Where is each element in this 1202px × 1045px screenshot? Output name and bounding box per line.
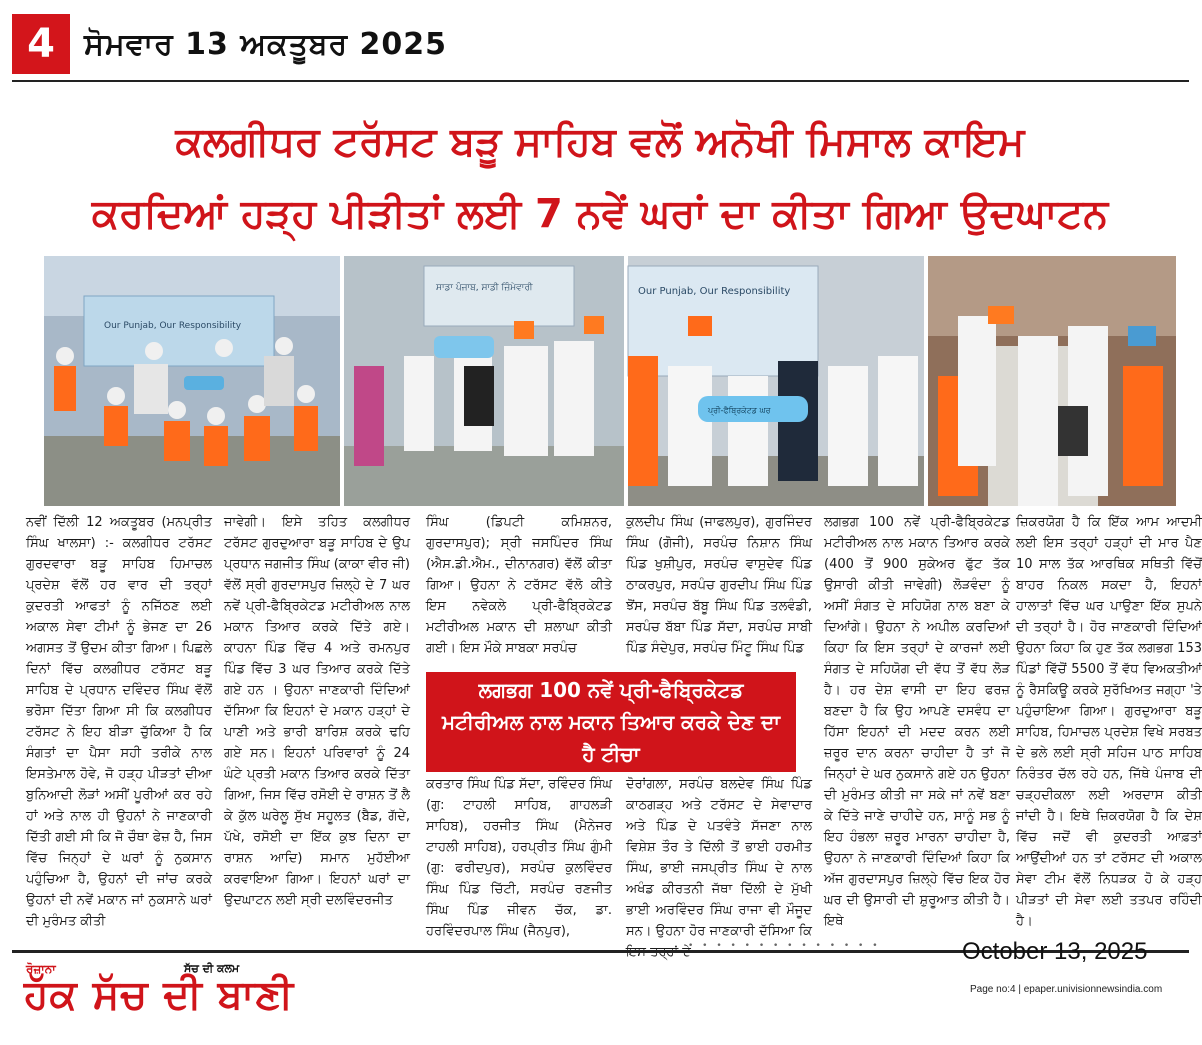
headline-line-2: ਕਰਦਿਆਂ ਹੜ੍ਹ ਪੀੜੀਤਾਂ ਲਈ 7 ਨਵੇਂ ਘਰਾਂ ਦਾ ਕੀਤਾ ਗਿਆ ਉਦਘਾਟਨ: [91, 191, 1109, 237]
photo-house-inauguration: [928, 256, 1176, 506]
photo-4-illustration: [928, 256, 1176, 506]
headline-line-1: ਕਲਗੀਧਰ ਟਰੱਸਟ ਬੜੂ ਸਾਹਿਬ ਵਲੋਂ ਅਨੋਖੀ ਮਿਸਾਲ ਕਾਇਮ: [175, 119, 1025, 165]
photo-1-illustration: [44, 256, 340, 506]
photo-2-illustration: [344, 256, 624, 506]
issue-date: ਸੋਮਵਾਰ 13 ਅਕਤੂਬਰ 2025: [84, 26, 448, 62]
photo-key-handover: [344, 256, 624, 506]
article-column-4-bottom: ਦੋਰਾਂਗਲਾ, ਸਰਪੰਚ ਬਲਦੇਵ ਸਿੰਘ ਪਿੰਡ ਕਾਠਗੜ੍ਹ ਅਤੇ ਟਰੱਸਟ ਦੇ ਸੇਵਾਦਾਰ ਅਤੇ ਪਿੰਡ ਦੇ ਪਤਵੰਤੇ ਸੱਜਣਾ ਨਾਲ ਵਿਸ਼ੇਸ਼ ਤੌਰ ਤੇ ਦਿੱਲੀ ਤੋਂ ਭਾਈ ਹਰਮੀਤ ਸਿੰਘ, ਭਾਈ ਜਸਪ੍ਰੀਤ ਸਿੰਘ ਦੇ ਨਾਲ ਅਖੰਡ ਕੀਰਤਨੀ ਜੱਥਾ ਦਿੱਲੀ ਦੇ ਮੁੱਖੀ ਭਾਈ ਅਰਵਿੰਦਰ ਸਿੰਘ ਰਾਜਾ ਵੀ ਮੌਜੂਦ ਸਨ। ਉਹਨਾ ਹੋਰ ਜਾਣਕਾਰੀ ਦੱਸਿਆ ਕਿ: [626, 777, 812, 939]
photo-group-with-banner: [44, 256, 340, 506]
footer-dots-decoration: • • • • • • • • • • • • • •: [688, 941, 881, 951]
page-header: [12, 12, 1189, 76]
article-column-3-top: ਸਿੰਘ (ਡਿਪਟੀ ਕਮਿਸ਼ਨਰ, ਗੁਰਦਾਸਪੁਰ); ਸ੍ਰੀ ਜਸਪਿੰਦਰ ਸਿੰਘ (ਐਸ.ਡੀ.ਐਮ., ਦੀਨਾਨਗਰ) ਵੱਲੋਂ ਕੀਤਾ ਗਿਆ। ਉਹਨਾ ਨੇ ਟਰੱਸਟ ਵੱਲੋ ਕੀਤੇ ਇਸ ਨਵੇਕਲੇ ਪ੍ਰੀ-ਫੈਬ੍ਰਿਕੇਟਡ ਮਟੀਰੀਅਲ ਮਕਾਨ ਦੀ ਸ਼ਲਾਘਾ ਕੀਤੀ ਗਈ। ਇਸ ਮੌਕੇ ਸਾਬਕਾ ਸਰਪੰਚ: [426, 515, 617, 656]
epaper-page-info: Page no:4 | epaper.univisionnewsindia.com: [970, 984, 1163, 995]
photo-strip: [44, 256, 1176, 506]
newspaper-logo: ਹੱਕ ਸੱਚ ਦੀ ਬਾਣੀ: [24, 972, 295, 1018]
article-column-1: ਨਵੀਂ ਦਿੱਲੀ 12 ਅਕਤੂਬਰ (ਮਨਪ੍ਰੀਤ ਸਿੰਘ ਖਾਲਸਾ) :- ਕਲਗੀਧਰ ਟਰੱਸਟ ਗੁਰਦਵਾਰਾ ਬੜੂ ਸਾਹਿਬ ਹਿਮਾਚਲ ਪ੍ਰਦੇਸ਼ ਵੱਲੋਂ ਹਰ ਵਾਰ ਦੀ ਤਰ੍ਹਾਂ ਕੁਦਰਤੀ ਆਫਤਾਂ ਨੂੰ ਨਜਿੱਠਣ ਲਈ ਅਕਾਲ ਸੇਵਾ ਟੀਮਾਂ ਨੂੰ ਭੇਜਣ ਦਾ 26 ਅਗਸਤ ਤੋਂ ਉਦਮ ਕੀਤਾ ਗਿਆ। ਪਿਛਲੇ ਦਿਨਾਂ ਵਿੱਚ ਕਲਗੀਧਰ ਟਰੱਸਟ ਬੜੂ ਸਾਹਿਬ ਦੇ ਪ੍ਰਧਾਨ ਦਵਿੰਦਰ ਸਿੰਘ ਵੱਲੋਂ ਭਰੋਸਾ ਦਿੱਤਾ ਗਿਆ ਸੀ ਕਿ ਕਲਗੀਧਰ ਟਰੱਸਟ ਨੇ ਇਹ ਬੀੜਾ ਚੁੱਕਿਆ ਹੈ ਕਿ ਸੰਗਤਾਂ ਦਾ ਪੈਸਾ ਸਹੀ ਤਰੀਕੇ ਨਾਲ ਇਸਤੇਮਾਲ ਹੋਵੇ, ਜੋ ਹੜ੍ਹ ਪੀੜਤਾਂ ਦੀਆ ਬੁਨਿਆਦੀ ਲੋੜਾਂ ਅਸੀਂ ਪੂਰੀਆਂ ਕਰ ਰਹੇ ਹਾਂ ਅਤੇ ਨਾਲ ਹੀ ਉਹਨਾਂ ਨੇ ਜਾਣਕਾਰੀ ਦਿੱਤੀ ਗਈ ਸੀ ਕਿ ਜੋ ਚੌਥਾ ਫੇਜ਼ ਹੈ, ਜਿਸ ਵਿੱਚ ਜਿਨ੍ਹਾਂ ਦੇ ਘਰਾਂ ਨੂੰ ਨੁਕਸਾਨ ਪਹੁੰਚਿਆ ਹੈ, ਉਹਨਾਂ ਦੀ ਜਾਂਚ ਕਰਕੇ ਉਹਨਾਂ ਦੀ ਨਵੇਂ ਮਕਾਨ ਜਾਂ ਨੁਕਸਾਨੇ ਘਰਾਂ ਦੀ ਮੁਰੰਮਤ ਕੀਤੀ: [26, 515, 217, 929]
article-column-2: ਜਾਵੇਗੀ। ਇਸੇ ਤਹਿਤ ਕਲਗੀਧਰ ਟਰੱਸਟ ਗੁਰਦੁਆਰਾ ਬੜੂ ਸਾਹਿਬ ਦੇ ਉਪ ਪ੍ਰਧਾਨ ਜਗਜੀਤ ਸਿੰਘ (ਕਾਕਾ ਵੀਰ ਜੀ) ਵੱਲੋਂ ਸ੍ਰੀ ਗੁਰਦਾਸਪੁਰ ਜ਼ਿਲ੍ਹੇ ਦੇ 7 ਘਰ ਨਵੇਂ ਪ੍ਰੀ-ਫੈਬ੍ਰਿਕੇਟਡ ਮਟੀਰੀਅਲ ਨਾਲ ਮਕਾਨ ਤਿਆਰ ਕਰਕੇ ਦਿੱਤੇ ਗਏ। ਕਾਹਨਾ ਪਿੰਡ ਵਿੱਚ 4 ਅਤੇ ਰਮਨਪੁਰ ਪਿੰਡ ਵਿੱਚ 3 ਘਰ ਤਿਆਰ ਕਰਕੇ ਦਿੱਤੇ ਗਏ ਹਨ । ਉਹਨਾ ਜਾਣਕਾਰੀ ਦਿੰਦਿਆਂ ਦੱਸਿਆ ਕਿ ਇਹਨਾਂ ਦੇ ਮਕਾਨ ਹੜ੍ਹਾਂ ਦੇ ਪਾਣੀ ਅਤੇ ਭਾਰੀ ਬਾਰਿਸ਼ ਕਰਕੇ ਢਹਿ ਗਏ ਸਨ। ਇਹਨਾਂ ਪਰਿਵਾਰਾਂ ਨੂੰ 24 ਘੰਟੇ ਪ੍ਰਤੀ ਮਕਾਨ ਤਿਆਰ ਕਰਕੇ ਦਿੱਤਾ ਗਿਆ, ਜਿਸ ਵਿੱਚ ਰਸੋਈ ਦੇ ਰਾਸ਼ਨ ਤੋਂ ਲੈ ਕੇ ਕੁੱਲ ਘਰੇਲੂ ਸੁੱਖ ਸਹੂਲਤ (ਬੈਡ, ਗੱਦੇ, ਪੱਖੇ, ਰਸੋਈ ਦਾ ਇੱਕ ਕੁਝ ਦਿਨਾ ਦਾ ਰਾਸ਼ਨ ਆਦਿ) ਸਮਾਨ ਮੁਹੱਈਆ ਕਰਵਾਇਆ ਗਿਆ। ਇਹਨਾਂ ਘਰਾਂ ਦਾ ਉਦਘਾਟਨ ਲਈ ਸ੍ਰੀ ਦਲਵਿੰਦਰਜੀਤ: [224, 515, 415, 908]
article-column-5: ਲਗਭਗ 100 ਨਵੇਂ ਪ੍ਰੀ-ਫੈਬ੍ਰਿਕੇਟਡ ਮਟੀਰੀਅਲ ਨਾਲ ਮਕਾਨ ਤਿਆਰ ਕਰਕੇ (400 ਤੋਂ 900 ਸੁਕੇਅਰ ਫੁੱਟ ਤੱਕ ਉਸਾਰੀ ਕੀਤੀ ਜਾਵੇਗੀ) ਲੋੜਵੰਦਾ ਨੂੰ ਅਸੀਂ ਸੰਗਤ ਦੇ ਸਹਿਯੋਗ ਨਾਲ ਬਣਾ ਕੇ ਦਿਆਂਗੇ। ਉਹਨਾ ਨੇ ਅਪੀਲ ਕਰਦਿਆਂ ਕਿਹਾ ਕਿ ਇਸ ਤਰ੍ਹਾਂ ਦੇ ਕਾਰਜਾਂ ਲਈ ਸੰਗਤ ਦੇ ਸਹਿਯੋਗ ਦੀ ਵੱਧ ਤੋਂ ਵੱਧ ਲੋੜ ਹੈ। ਹਰ ਦੇਸ਼ ਵਾਸੀ ਦਾ ਇਹ ਫਰਜ਼ ਬਣਦਾ ਹੈ ਕਿ ਉਹ ਆਪਣੇ ਦਸਵੰਧ ਦਾ ਹਿੱਸਾ ਇਹਨਾਂ ਦੀ ਮਦਦ ਕਰਨ ਲਈ ਜ਼ਰੂਰ ਦਾਨ ਕਰਨਾ ਚਾਹੀਦਾ ਹੈ ਤਾਂ ਜੋ ਜਿਨ੍ਹਾਂ ਦੇ ਘਰ ਨੁਕਸਾਨੇ ਗਏ ਹਨ ਉਹਨਾ ਦੀ ਮੁਰੰਮਤ ਕੀਤੀ ਜਾ ਸਕੇ ਜਾਂ ਨਵੇਂ ਬਣਾ ਕੇ ਦਿੱਤੇ ਜਾਣੇ ਚਾਹੀਦੇ ਹਨ, ਸਾਨੂੰ ਸਭ ਨੂੰ ਇਹ ਹੰਭਲਾ ਜ਼ਰੂਰ ਮਾਰਨਾ ਚਾਹੀਦਾ ਹੈ, ਉਹਨਾ ਨੇ ਜਾਣਕਾਰੀ ਦਿੰਦਿਆਂ ਕਿਹਾ ਕਿ ਅੱਜ ਗੁਰਦਾਸਪੁਰ ਜ਼ਿਲ੍ਹੇ ਵਿੱਚ ਇਕ ਹੋਰ ਘਰ ਦੀ ਉਸਾਰੀ ਦੀ ਸ਼ੁਰੂਆਤ ਕੀਤੀ ਹੈ। ਇਥੇ: [824, 515, 1015, 929]
brand-prefix: ਰੋਜ਼ਾਨਾ: [26, 962, 56, 976]
article-column-6: ਜ਼ਿਕਰਯੋਗ ਹੈ ਕਿ ਇੱਕ ਆਮ ਆਦਮੀ ਲਈ ਇਸ ਤਰ੍ਹਾਂ ਹੜ੍ਹਾਂ ਦੀ ਮਾਰ ਪੈਣ 10 ਸਾਲ ਤੱਕ ਆਰਥਿਕ ਸਥਿਤੀ ਵਿੱਚੋਂ ਬਾਹਰ ਨਿਕਲ ਸਕਦਾ ਹੈ, ਇਹਨਾਂ ਹਾਲਾਤਾਂ ਵਿੱਚ ਘਰ ਪਾਉਣਾ ਇੱਕ ਸੁਪਨੇ ਦੀ ਤਰ੍ਹਾਂ ਹੈ। ਹੋਰ ਜਾਣਕਾਰੀ ਦਿੰਦਿਆਂ ਉਹਨਾ ਕਿਹਾ ਕਿ ਹੁਣ ਤੱਕ ਲਗਭਗ 153 ਪਿੰਡਾਂ ਵਿੱਚੋਂ 5500 ਤੋਂ ਵੱਧ ਵਿਅਕਤੀਆਂ ਨੂੰ ਰੈਸਕਿਊ ਕਰਕੇ ਸੁਰੱਖਿਅਤ ਜਗ੍ਹਾ 'ਤੇ ਪਹੁੰਚਾਇਆ ਗਿਆ। ਗੁਰਦੁਆਰਾ ਬੜੂ ਸਾਹਿਬ, ਹਿਮਾਚਲ ਪ੍ਰਦੇਸ਼ ਵਿਖੇ ਸਰਬਤ ਦੇ ਭਲੇ ਲਈ ਸ੍ਰੀ ਸਹਿਜ ਪਾਠ ਸਾਹਿਬ ਨਿਰੰਤਰ ਚੱਲ ਰਹੇ ਹਨ, ਜਿੱਥੇ ਪੰਜਾਬ ਦੀ ਚੜ੍ਹਦੀਕਲਾ ਲਈ ਅਰਦਾਸ ਕੀਤੀ ਜਾਂਦੀ ਹੈ। ਇਥੇ ਜ਼ਿਕਰਯੋਗ ਹੈ ਕਿ ਦੇਸ਼ ਵਿੱਚ ਜਦੋਂ ਵੀ ਕੁਦਰਤੀ ਆਫ਼ਤਾਂ ਆਉਂਦੀਆਂ ਹਨ ਤਾਂ ਟਰੱਸਟ ਦੀ ਅਕਾਲ ਸੇਵਾ ਟੀਮ ਵੱਲੋਂ ਨਿਧੜਕ ਹੋ ਕੇ ਹੜ੍ਹ ਪੀੜਤਾਂ ਦੀ ਸੇਵਾ ਲਈ ਤਤਪਰ ਰਹਿੰਦੀ ਹੈ।: [1016, 515, 1202, 929]
article-column-3-bottom: ਕਰਤਾਰ ਸਿੰਘ ਪਿੰਡ ਸੱਦਾ, ਰਵਿੰਦਰ ਸਿੰਘ (ਗੁ: ਟਾਹਲੀ ਸਾਹਿਬ, ਗਾਹਲੜੀ ਸਾਹਿਬ), ਹਰਜੀਤ ਸਿੰਘ (ਮੈਨੇਜਰ ਟਾਹਲੀ ਸਾਹਿਬ), ਹਰਪ੍ਰੀਤ ਸਿੰਘ ਗੁੰਮੀ (ਗੁ: ਫਰੀਦਪੁਰ), ਸਰਪੰਚ ਕੁਲਵਿੰਦਰ ਸਿੰਘ ਪਿੰਡ ਚਿੱਟੀ, ਸਰਪੰਚ ਰਣਜੀਤ ਸਿੰਘ ਪਿੰਡ ਜੀਵਨ ਚੱਕ, ਡਾ. ਹਰਵਿੰਦਰਪਾਲ ਸਿੰਘ (ਜੈਨਪੁਰ),: [426, 777, 617, 939]
footer-date-stamp: October 13, 2025: [962, 938, 1148, 965]
banner-text: Our Punjab, Our Responsibility: [104, 321, 242, 331]
article-column-4-top: ਕੁਲਦੀਪ ਸਿੰਘ (ਜਾਫਲਪੁਰ), ਗੁਰਜਿੰਦਰ ਸਿੰਘ (ਗੋਜੀ), ਸਰਪੰਚ ਨਿਸ਼ਾਨ ਸਿੰਘ ਪਿੰਡ ਖੁਸ਼ੀਪੁਰ, ਸਰਪੰਚ ਵਾਸੁਦੇਵ ਪਿੰਡ ਠਾਕਰਪੁਰ, ਸਰਪੰਚ ਗੁਰਦੀਪ ਸਿੰਘ ਪਿੰਡ ਝੋਂਸ, ਸਰਪੰਚ ਬੱਬੂ ਸਿੰਘ ਪਿੰਡ ਤਲਵੰਡੀ, ਸਰਪੰਚ ਬੱਬਾ ਪਿੰਡ ਸੱਦਾ, ਸਰਪੰਚ ਸਾਬੀ ਪਿੰਡ ਸੰਦੇਪੁਰ, ਸਰਪੰਚ ਮਿੰਟੂ ਸਿੰਘ ਪਿੰਡ: [626, 515, 817, 656]
header-divider: [12, 80, 1189, 82]
photo-key-ceremony: [628, 256, 924, 506]
banner-text-2: Our Punjab, Our Responsibility: [638, 286, 791, 297]
article-headline: [20, 106, 1180, 250]
brand-tagline: ਸੱਚ ਦੀ ਕਲਮ: [184, 962, 240, 975]
photo-3-illustration: [628, 256, 924, 506]
key-prop-text: ਪ੍ਰੀ-ਫੈਬ੍ਰਿਕੇਟਡ ਘਰ: [708, 406, 771, 415]
pull-quote-callout: ਲਗਭਗ 100 ਨਵੇਂ ਪ੍ਰੀ-ਫੈਬ੍ਰਿਕੇਟਡ ਮਟੀਰੀਅਲ ਨਾਲ ਮਕਾਨ ਤਿਆਰ ਕਰਕੇ ਦੇਣ ਦਾ ਹੈ ਟੀਚਾ: [426, 672, 796, 772]
banner-text-punjabi: ਸਾਡਾ ਪੰਜਾਬ, ਸਾਡੀ ਜ਼ਿੰਮੇਵਾਰੀ: [436, 283, 533, 293]
page-number-badge: 4: [12, 14, 70, 74]
